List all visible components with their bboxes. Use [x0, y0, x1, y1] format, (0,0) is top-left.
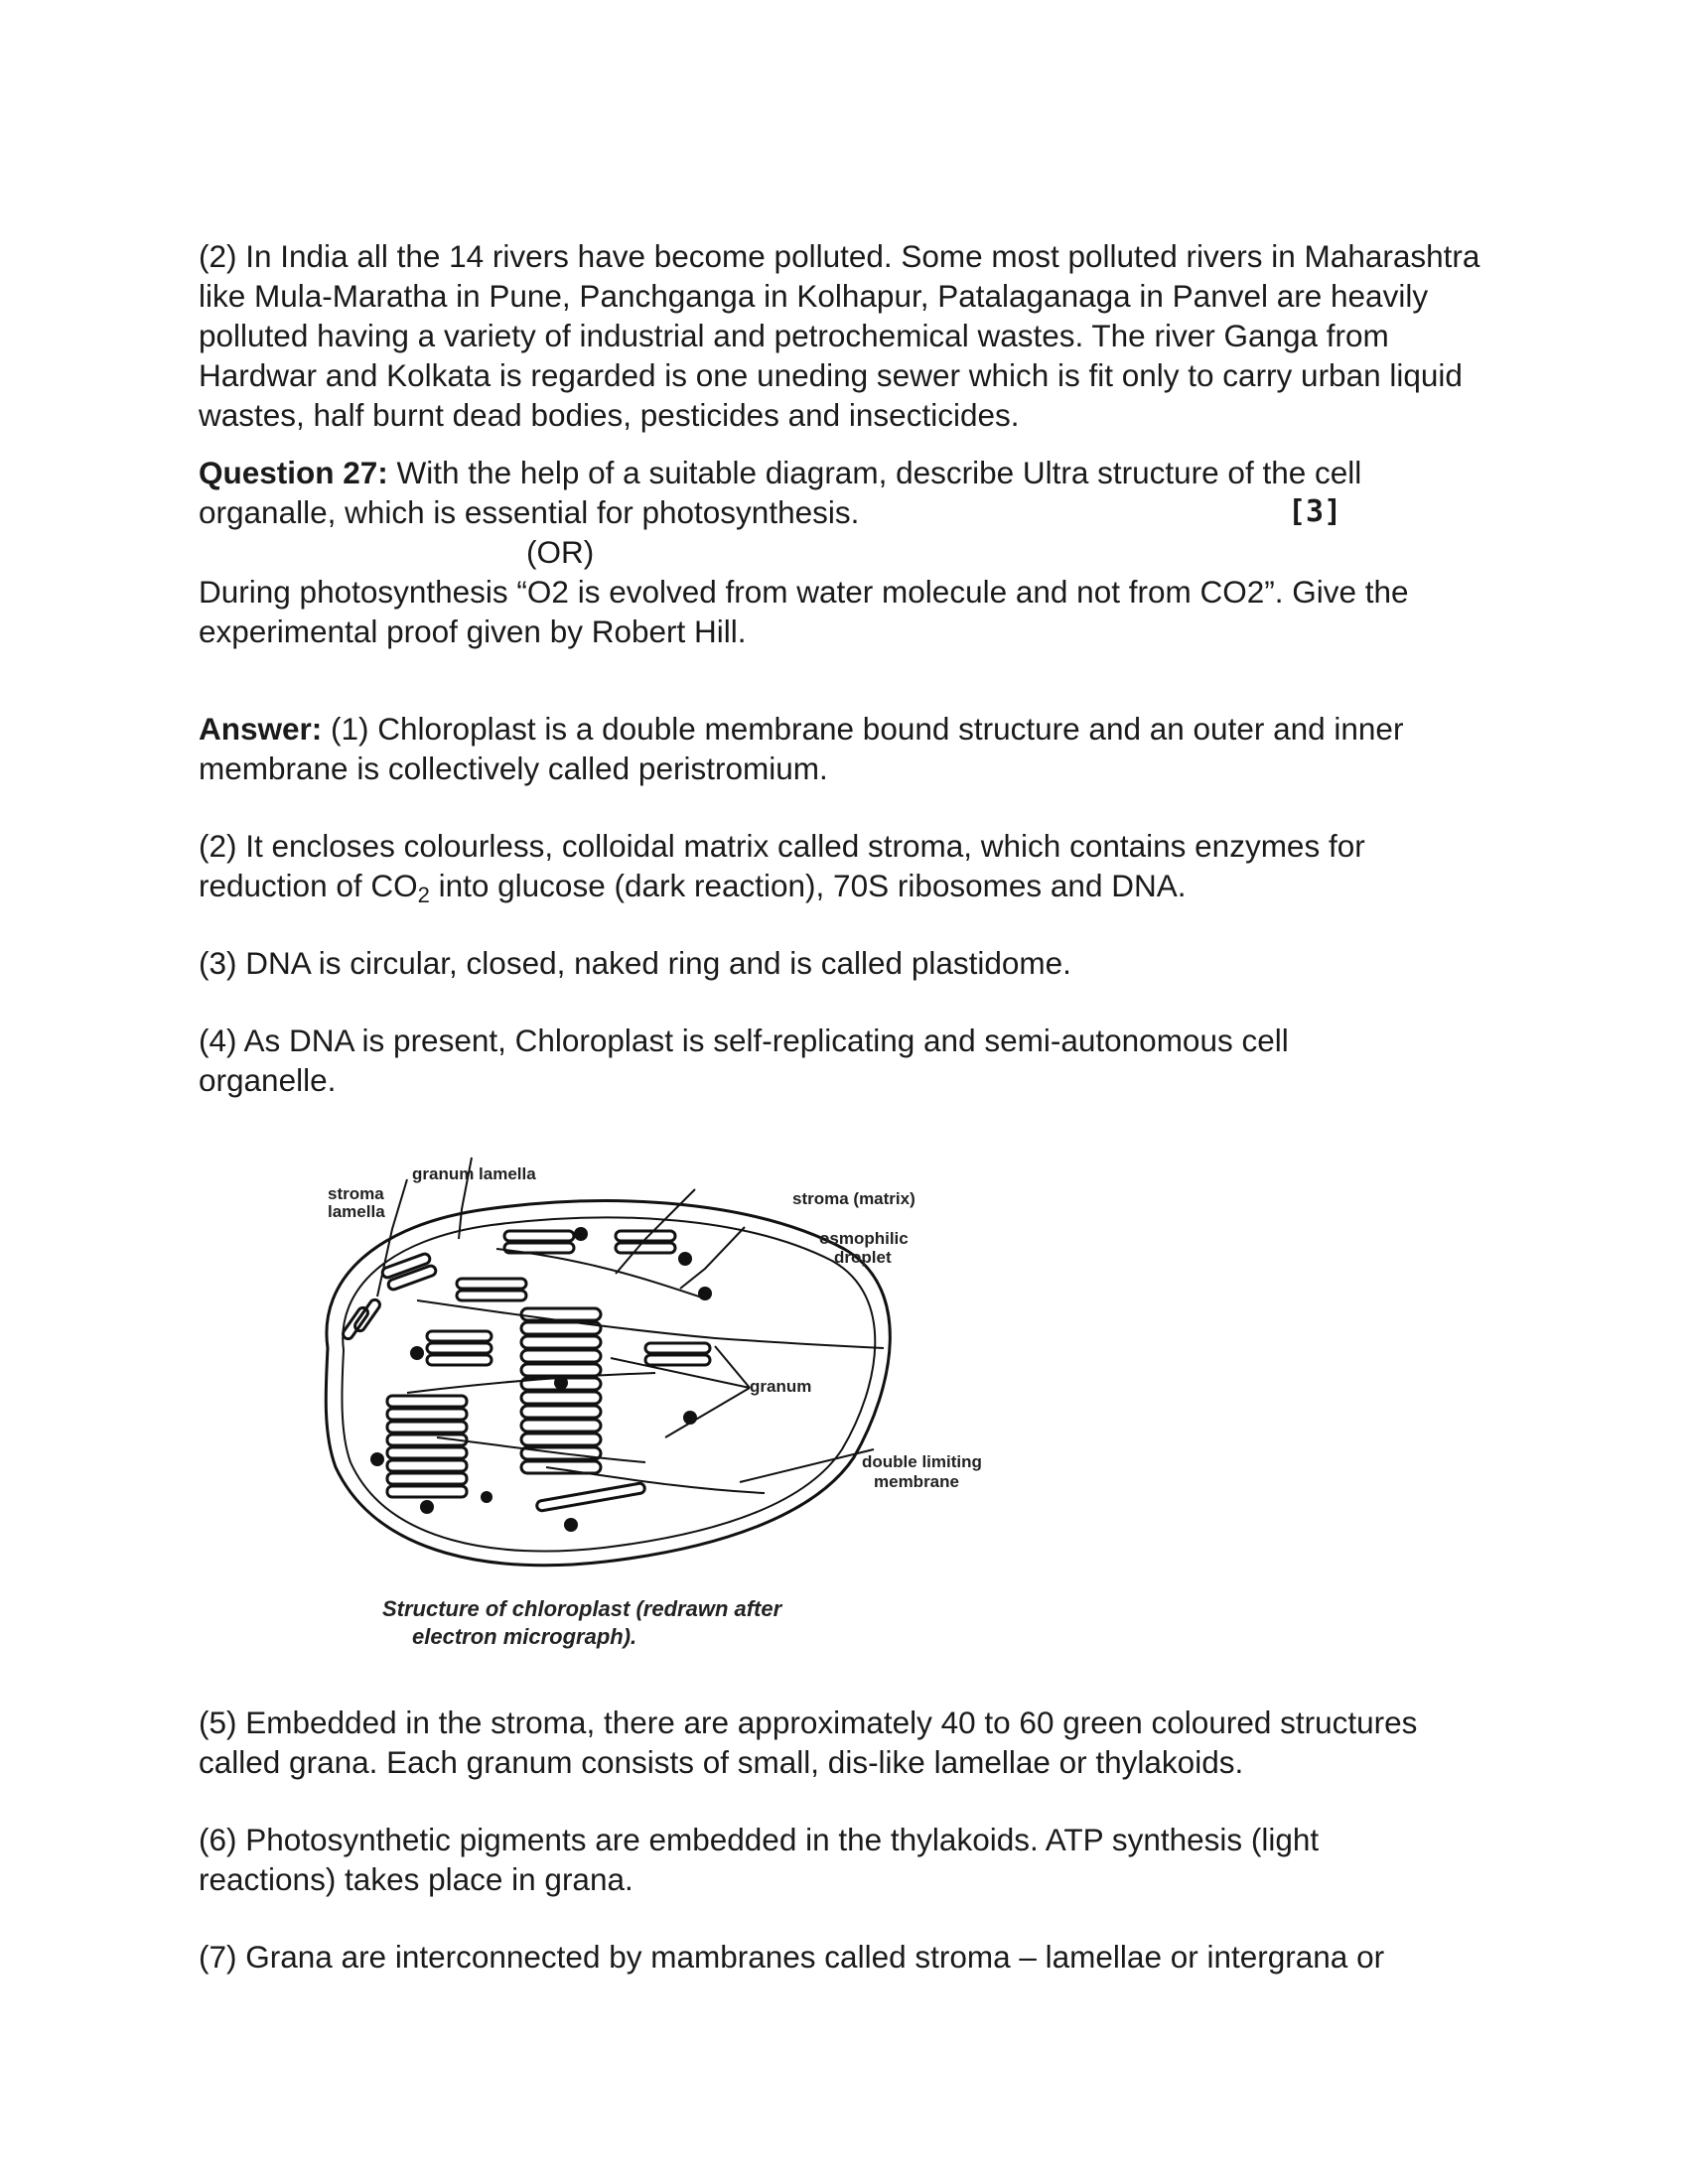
- answer-1: [199, 709, 1499, 749]
- answer-7: (7) Grana are interconnected by mambranes called stroma – lamellae or intergrana or: [199, 1939, 1385, 1975]
- granum-stack-center: [521, 1308, 601, 1473]
- or-separator: (OR): [526, 534, 595, 570]
- answer-1a: (1) Chloroplast is a double membrane bound structure and an outer and inner: [322, 711, 1404, 747]
- label-osmophilic-2: droplet: [834, 1248, 892, 1267]
- label-stroma-matrix: stroma (matrix): [792, 1189, 915, 1208]
- co2-subscript: 2: [417, 883, 430, 907]
- answer-2b-pre: reduction of CO: [199, 868, 418, 903]
- question-line-2: organalle, which is essential for photosynthesis.: [199, 494, 860, 530]
- answer-label: Answer:: [199, 711, 323, 747]
- caption-line-2: electron micrograph).: [412, 1624, 637, 1649]
- answer-3: (3) DNA is circular, closed, naked ring and is called plastidome.: [199, 945, 1071, 981]
- answer-6b: reactions) takes place in grana.: [199, 1861, 633, 1897]
- answer-5b: called grana. Each granum consists of small, dis-like lamellae or thylakoids.: [199, 1744, 1244, 1780]
- alt-question-1: During photosynthesis “O2 is evolved from water molecule and not from CO2”. Give the: [199, 574, 1409, 610]
- label-double-1: double limiting: [862, 1452, 982, 1471]
- question-27: [199, 453, 1499, 492]
- caption-line-1: Structure of chloroplast (redrawn after: [382, 1596, 782, 1621]
- question-text-2: [199, 492, 1499, 532]
- label-granum-lamella: granum lamella: [412, 1164, 536, 1183]
- answer-2b: [199, 866, 1499, 905]
- page-content: [199, 236, 1499, 1100]
- question-text-1: With the help of a suitable diagram, describe Ultra structure of the cell: [387, 455, 1362, 490]
- page-content-continued: [199, 1703, 1499, 1977]
- answer-1b: membrane is collectively called peristromium.: [199, 751, 828, 786]
- granum-stack-left: [387, 1396, 467, 1497]
- paragraph-rivers: (2) In India all the 14 rivers have become polluted. Some most polluted rivers in Maharashtra like Mula-Maratha in Pune, Panchganga in Kolhapur, Patalaganaga in Panvel are heavily polluted having a variety of industrial and petrochemical wastes. The river Ganga from Hardwar and Kolkata is regarded is one uneding sewer which is fit only to carry urban liquid wastes, half burnt dead bodies, pesticides and insecticides.: [199, 238, 1480, 433]
- answer-2b-post: into glucose (dark reaction), 70S ribosomes and DNA.: [429, 868, 1187, 903]
- alt-question-2: experimental proof given by Robert Hill.: [199, 614, 747, 649]
- label-granum: granum: [750, 1377, 812, 1396]
- answer-5a: (5) Embedded in the stroma, there are approximately 40 to 60 green coloured structures: [199, 1705, 1418, 1740]
- answer-2a: (2) It encloses colourless, colloidal matrix called stroma, which contains enzymes for: [199, 828, 1365, 864]
- answer-6a: (6) Photosynthetic pigments are embedded in the thylakoids. ATP synthesis (light: [199, 1822, 1320, 1857]
- label-double-2: membrane: [874, 1472, 959, 1491]
- label-stroma-lamella-2: lamella: [328, 1202, 385, 1221]
- marks-badge: [3]: [1288, 494, 1342, 529]
- label-stroma-lamella-1: stroma: [328, 1184, 384, 1203]
- question-label: Question 27:: [199, 455, 388, 490]
- chloroplast-diagram: [288, 1140, 1043, 1676]
- answer-4a: (4) As DNA is present, Chloroplast is self-replicating and semi-autonomous cell: [199, 1023, 1289, 1058]
- answer-4b: organelle.: [199, 1062, 337, 1098]
- label-osmophilic-1: osmophilic: [819, 1229, 909, 1248]
